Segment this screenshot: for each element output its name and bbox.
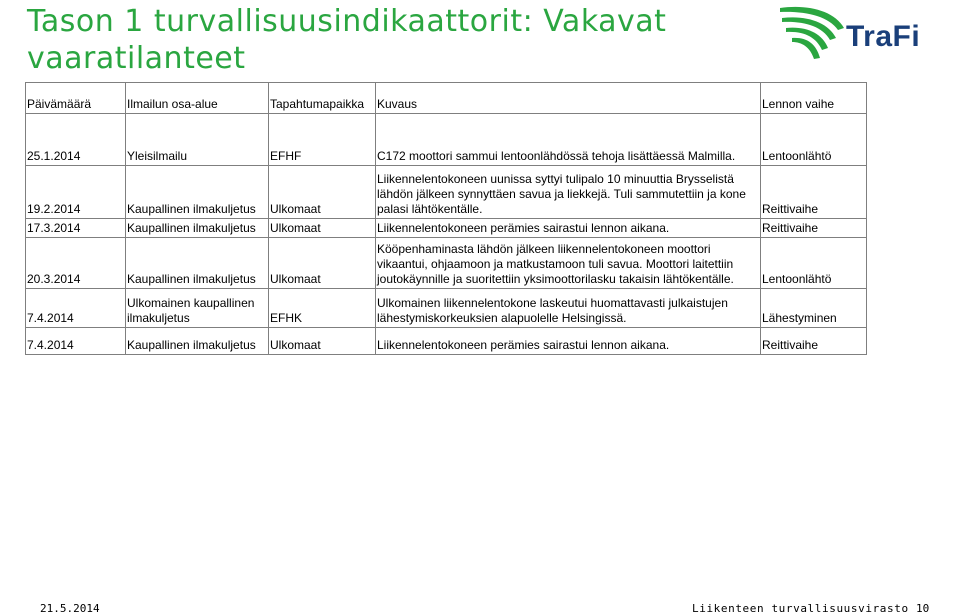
page-number: 10 (916, 602, 930, 615)
cell-date: 20.3.2014 (26, 238, 126, 289)
header-date: Päivämäärä (26, 83, 126, 114)
cell-aviation-area: Kaupallinen ilmakuljetus (126, 166, 269, 219)
cell-location: EFHF (269, 114, 376, 166)
table-row (26, 114, 867, 166)
header-flight-phase: Lennon vaihe (761, 83, 867, 114)
cell-aviation-area: Kaupallinen ilmakuljetus (126, 219, 269, 238)
table-row (26, 238, 867, 289)
cell-date: 25.1.2014 (26, 114, 126, 166)
cell-date: 19.2.2014 (26, 166, 126, 219)
cell-description: Ulkomainen liikennelentokone laskeutui huomattavasti julkaistujen lähestymiskorkeuksien alapuolelle Helsingissä. (376, 289, 761, 328)
cell-location: Ulkomaat (269, 328, 376, 355)
cell-date: 7.4.2014 (26, 328, 126, 355)
incidents-table (25, 82, 867, 355)
cell-flight-phase: Lentoonlähtö (761, 114, 867, 166)
footer-date: 21.5.2014 (40, 602, 100, 615)
cell-flight-phase: Reittivaihe (761, 328, 867, 355)
cell-description: Liikennelentokoneen perämies sairastui lennon aikana. (376, 328, 761, 355)
trafi-logo-text: TraFi (846, 20, 921, 53)
cell-description: C172 moottori sammui lentoonlähdössä tehoja lisättäessä Malmilla. (376, 114, 761, 166)
cell-aviation-area: Ulkomainen kaupallinen ilmakuljetus (126, 289, 269, 328)
cell-flight-phase: Lentoonlähtö (761, 238, 867, 289)
table-row (26, 219, 867, 238)
cell-location: EFHK (269, 289, 376, 328)
header-location: Tapahtumapaikka (269, 83, 376, 114)
header-description: Kuvaus (376, 83, 761, 114)
cell-aviation-area: Kaupallinen ilmakuljetus (126, 328, 269, 355)
cell-flight-phase: Reittivaihe (761, 166, 867, 219)
cell-location: Ulkomaat (269, 219, 376, 238)
cell-flight-phase: Reittivaihe (761, 219, 867, 238)
slide-title: Tason 1 turvallisuusindikaattorit: Vakavat vaaratilanteet (27, 4, 667, 76)
cell-description: Liikennelentokoneen perämies sairastui lennon aikana. (376, 219, 761, 238)
cell-date: 17.3.2014 (26, 219, 126, 238)
cell-location: Ulkomaat (269, 238, 376, 289)
cell-aviation-area: Kaupallinen ilmakuljetus (126, 238, 269, 289)
cell-flight-phase: Lähestyminen (761, 289, 867, 328)
cell-description: Liikennelentokoneen uunissa syttyi tulipalo 10 minuuttia Brysselistä lähdön jälkeen synnyttäen savua ja liekkejä. Tuli sammutettiin ja kone palasi lähtökentälle. (376, 166, 761, 219)
header-aviation-area: Ilmailun osa-alue (126, 83, 269, 114)
footer-organization: Liikenteen turvallisuusvirasto (692, 602, 909, 615)
cell-location: Ulkomaat (269, 166, 376, 219)
table-row (26, 166, 867, 219)
table-header-row (26, 83, 867, 114)
table-row (26, 289, 867, 328)
table-row (26, 328, 867, 355)
cell-description: Kööpenhaminasta lähdön jälkeen liikennelentokoneen moottori vikaantui, ohjaamoon ja matkustamoon tuli savua. Moottori laitettiin joutokäynnille ja suoritettiin yksimoottorilasku takaisin lähtökentälle. (376, 238, 761, 289)
cell-aviation-area: Yleisilmailu (126, 114, 269, 166)
cell-date: 7.4.2014 (26, 289, 126, 328)
